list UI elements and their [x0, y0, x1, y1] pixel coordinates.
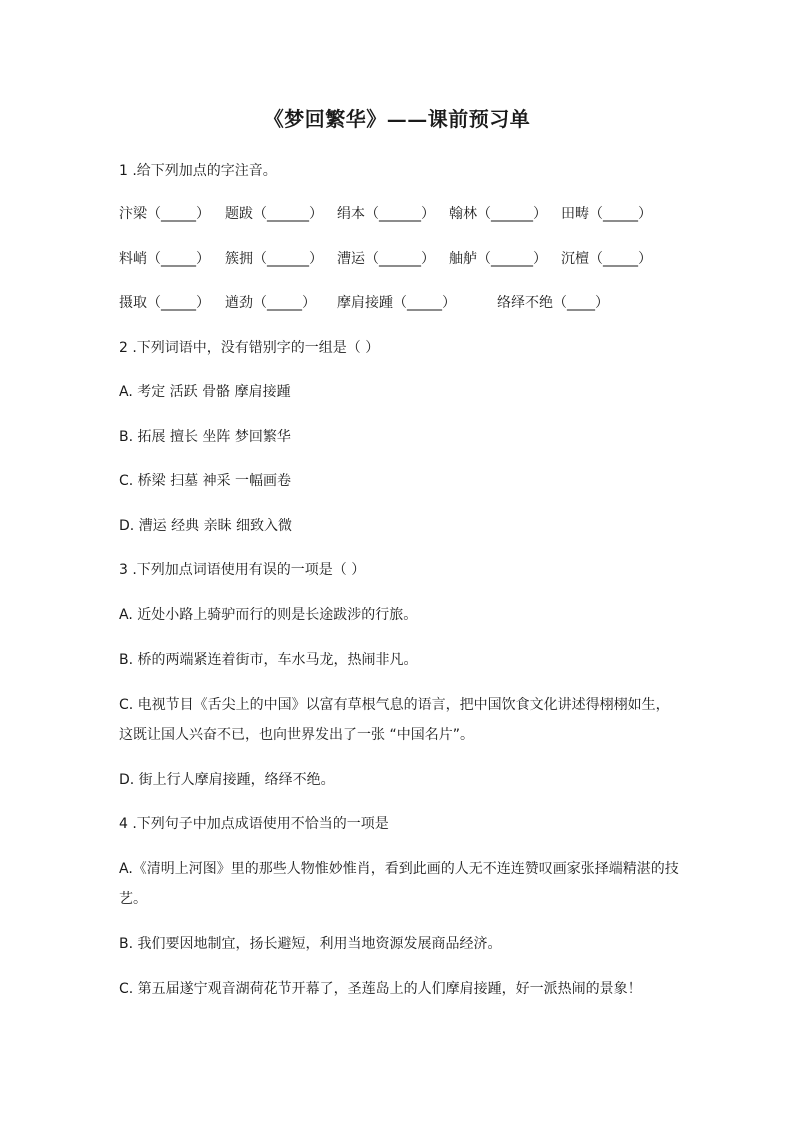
question-3-option-a: A. 近处小路上骑驴而行的则是长途跋涉的行旅。	[119, 607, 418, 623]
pinyin-row-1	[119, 203, 719, 223]
question-1-stem: 1 .给下列加点的字注音。	[119, 163, 277, 179]
question-2-stem: 2 .下列词语中，没有错别字的一组是（ ）	[119, 340, 380, 356]
question-4-option-c: C. 第五届遂宁观音湖荷花节开幕了，圣莲岛上的人们摩肩接踵，好一派热闹的景象！	[119, 981, 642, 997]
pinyin-item: 沉檀（_____）	[561, 251, 652, 267]
pinyin-item: 摄取（_____）	[119, 295, 210, 311]
pinyin-item: 汴梁（_____）	[119, 206, 210, 222]
pinyin-item: 漕运（______）	[337, 251, 435, 267]
pinyin-item: 簇拥（______）	[225, 251, 323, 267]
question-3-option-b: B. 桥的两端紧连着街市，车水马龙，热闹非凡。	[119, 652, 418, 668]
question-3-option-d: D. 街上行人摩肩接踵，络绎不绝。	[119, 772, 335, 788]
pinyin-item: 遒劲（_____）	[225, 295, 316, 311]
pinyin-item: 绢本（______）	[337, 206, 435, 222]
pinyin-row-3	[119, 292, 719, 312]
question-4-option-b: B. 我们要因地制宜，扬长避短，利用当地资源发展商品经济。	[119, 936, 502, 952]
question-3-option-c-continued: 这既让国人兴奋不已，也向世界发出了一张 “中国名片”。	[119, 727, 474, 743]
pinyin-row-2	[119, 248, 719, 268]
document-title: 《梦回繁华》——课前预习单	[263, 107, 531, 131]
question-2-option-d: D. 漕运 经典 亲眛 细致入微	[119, 518, 293, 534]
pinyin-item: 摩肩接踵（_____）	[337, 295, 456, 311]
question-2-option-a: A. 考定 活跃 骨骼 摩肩接踵	[119, 384, 291, 400]
pinyin-item: 田畴（_____）	[561, 206, 652, 222]
pinyin-item: 舳舻（______）	[449, 251, 547, 267]
pinyin-item: 料峭（_____）	[119, 251, 210, 267]
pinyin-item: 络绎不绝（____）	[497, 295, 609, 311]
question-2-option-b: B. 拓展 擅长 坐阵 梦回繁华	[119, 429, 291, 445]
question-4-option-a-continued: 艺。	[119, 891, 147, 907]
question-4-stem: 4 .下列句子中加点成语使用不恰当的一项是	[119, 816, 389, 832]
question-3-stem: 3 .下列加点词语使用有误的一项是（ ）	[119, 562, 366, 578]
question-4-option-a: A.《清明上河图》里的那些人物惟妙惟肖，看到此画的人无不连连赞叹画家张择端精湛的技	[119, 861, 679, 877]
pinyin-item: 题跋（______）	[225, 206, 323, 222]
question-3-option-c: C. 电视节目《舌尖上的中国》以富有草根气息的语言，把中国饮食文化讲述得栩栩如生，	[119, 697, 670, 713]
pinyin-item: 翰林（______）	[449, 206, 547, 222]
question-2-option-c: C. 桥梁 扫墓 神采 一幅画卷	[119, 473, 292, 489]
